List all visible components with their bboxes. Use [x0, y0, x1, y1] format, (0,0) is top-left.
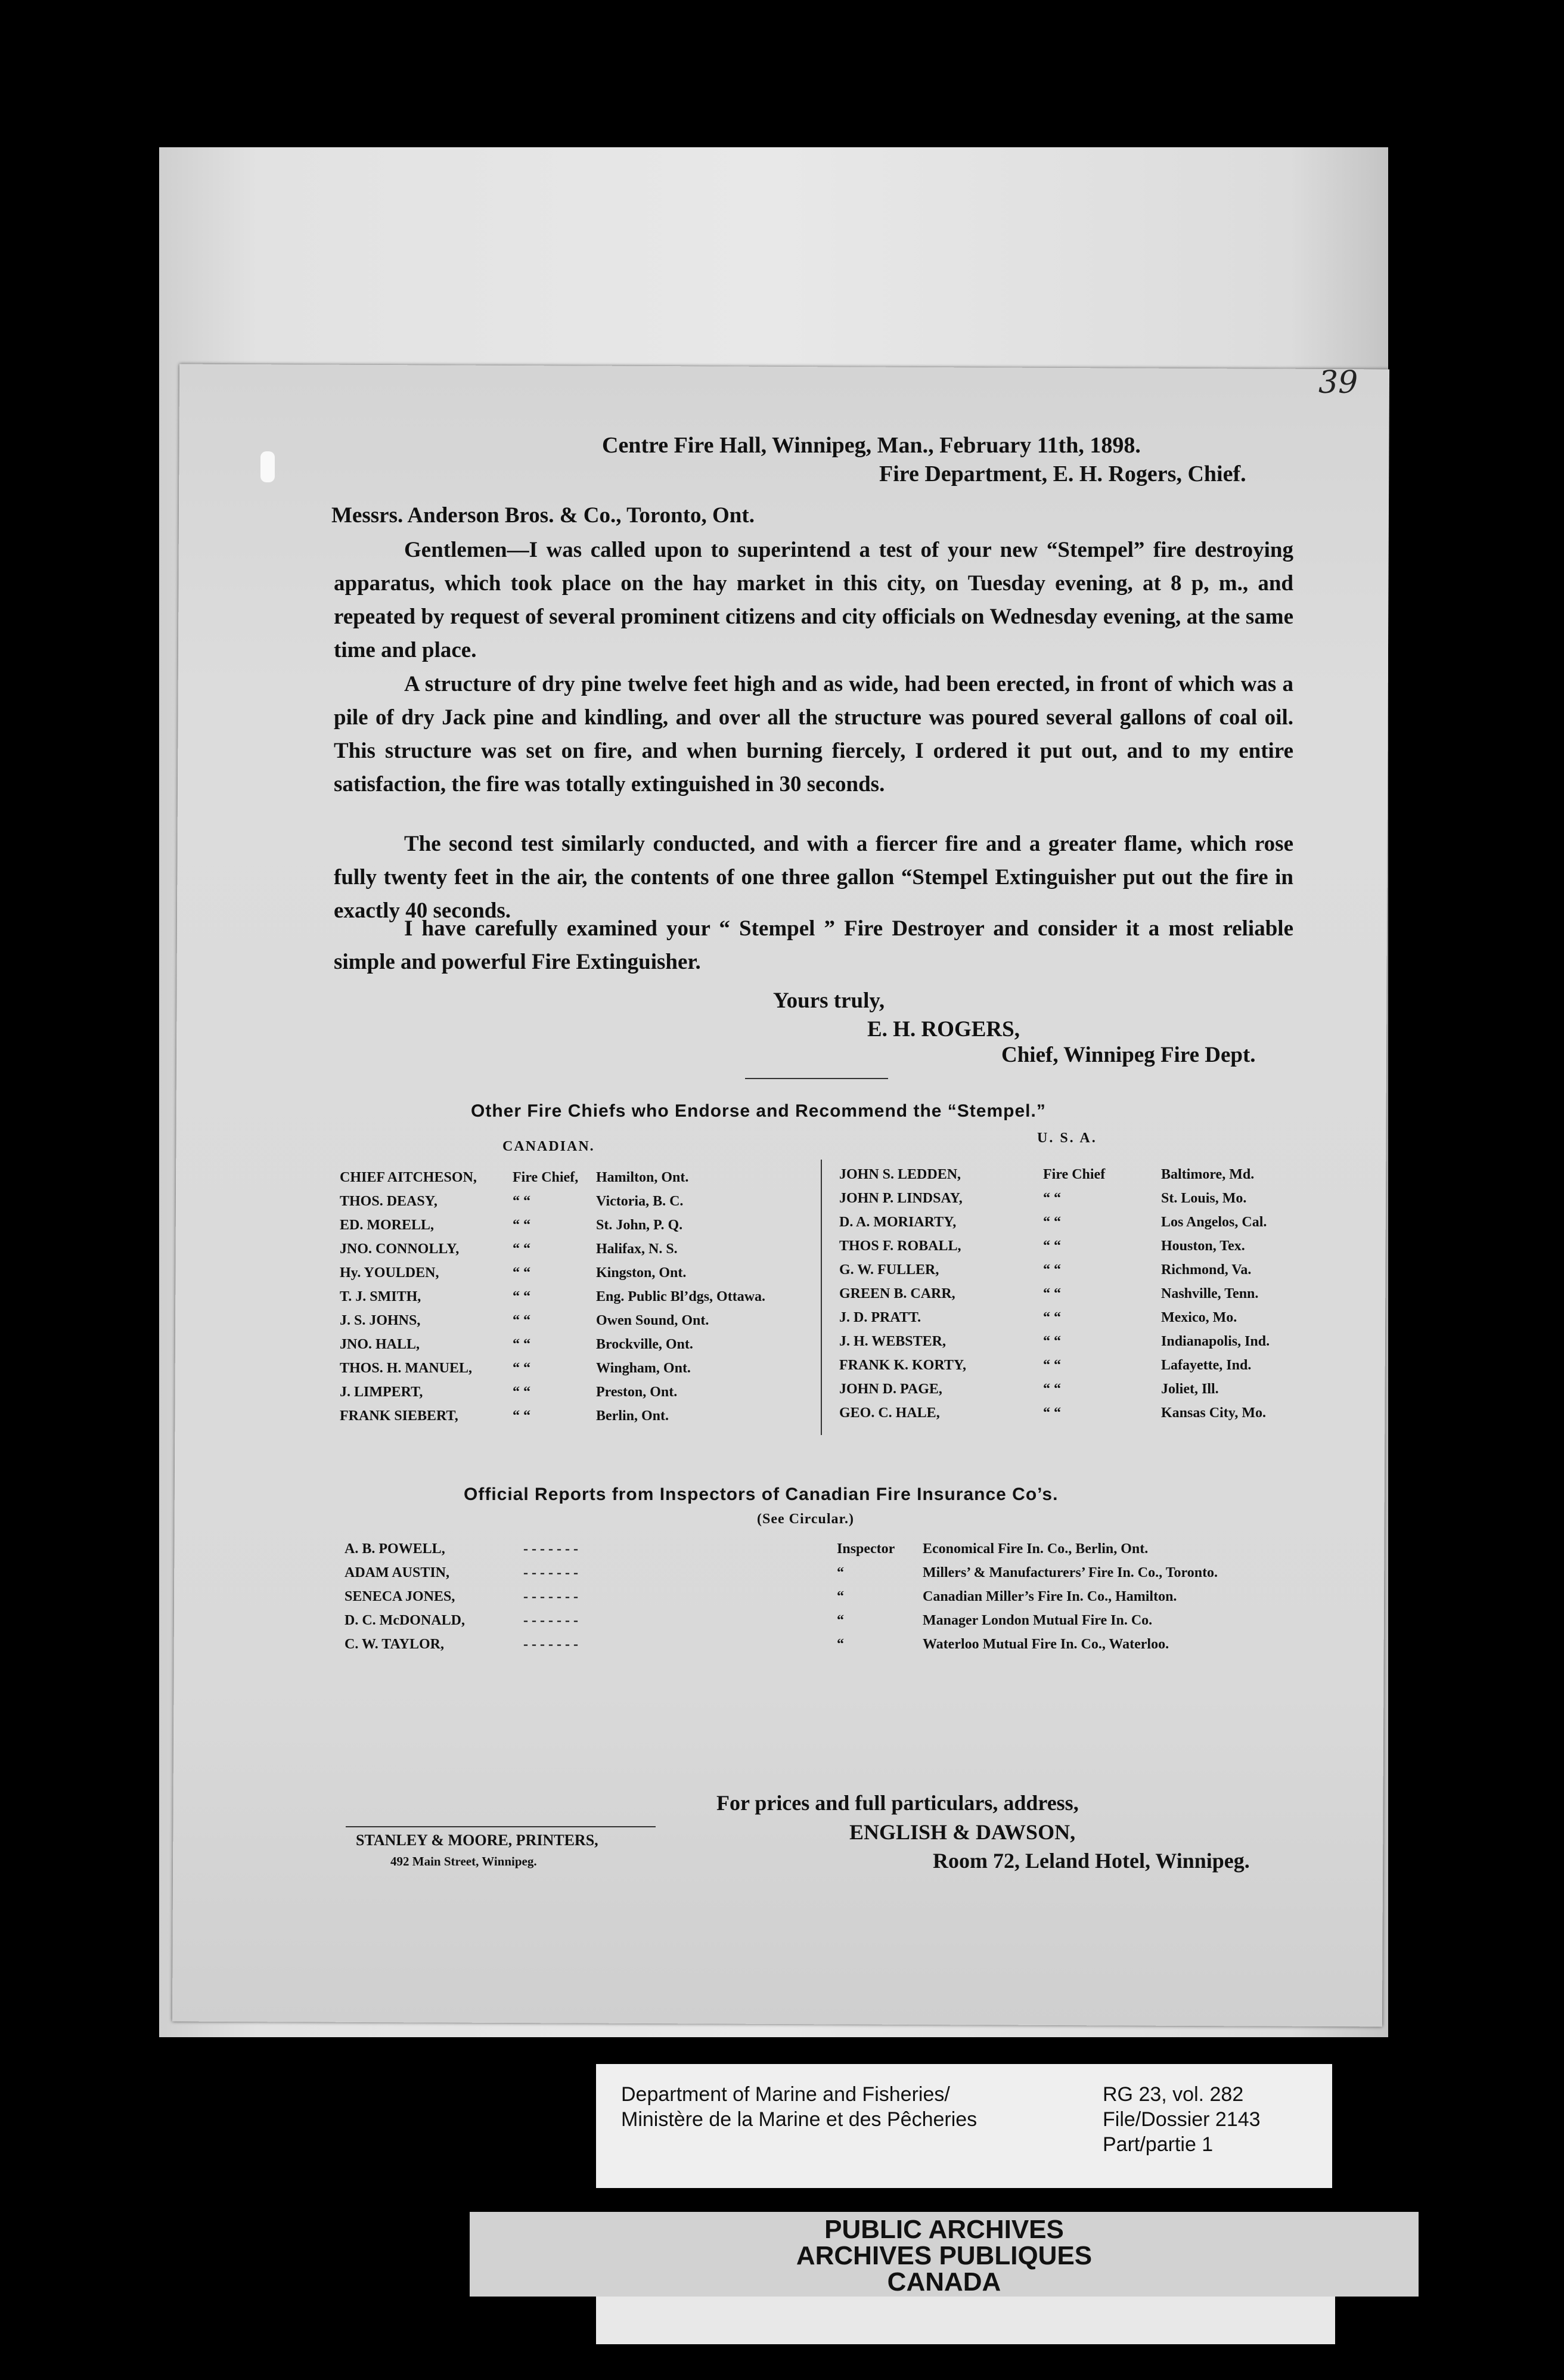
list-item	[839, 1401, 1316, 1425]
inspector-name: D. C. McDONALD,	[345, 1613, 465, 1628]
chief-role: “ “	[513, 1337, 530, 1352]
chief-location: Kingston, Ont.	[596, 1265, 687, 1281]
chief-role: Fire Chief	[1043, 1167, 1106, 1182]
list-item	[340, 1189, 805, 1213]
chief-location: Lafayette, Ind.	[1161, 1358, 1252, 1373]
chief-role: “ “	[1043, 1191, 1061, 1206]
chief-role: “ “	[513, 1313, 530, 1328]
chief-name: THOS. DEASY,	[340, 1194, 437, 1209]
list-item	[340, 1166, 805, 1189]
list-item	[839, 1330, 1316, 1353]
inspectors-subtitle: (See Circular.)	[757, 1511, 854, 1527]
chief-location: Eng. Public Bl’dgs, Ottawa.	[596, 1289, 766, 1304]
chief-name: FRANK K. KORTY,	[839, 1358, 966, 1373]
list-item	[340, 1404, 805, 1428]
signature-name: E. H. ROGERS,	[867, 1017, 1020, 1042]
inspector-company: Manager London Mutual Fire In. Co.	[923, 1613, 1153, 1628]
chief-role: “ “	[513, 1408, 530, 1424]
list-item	[340, 1356, 805, 1380]
list-item	[839, 1377, 1316, 1401]
signature-title: Chief, Winnipeg Fire Dept.	[1001, 1043, 1256, 1067]
archive-ref-file: File/Dossier 2143	[1103, 2108, 1261, 2131]
chief-role: “ “	[513, 1265, 530, 1281]
chief-location: Mexico, Mo.	[1161, 1310, 1237, 1325]
chief-role: “ “	[513, 1384, 530, 1400]
letter-paragraph: I have carefully examined your “ Stempel ” Fire Destroyer and consider it a most reliable simple and powerful Fire Extinguisher.	[334, 916, 1293, 974]
dot-leader: - - - - - - -	[523, 1589, 578, 1604]
chief-location: Owen Sound, Ont.	[596, 1313, 709, 1328]
stamp-line: ARCHIVES PUBLIQUES	[796, 2241, 1093, 2270]
inspector-company: Waterloo Mutual Fire In. Co., Waterloo.	[923, 1637, 1169, 1652]
chief-name: THOS F. ROBALL,	[839, 1238, 961, 1254]
printer-name: STANLEY & MOORE, PRINTERS,	[356, 1832, 598, 1849]
chief-name: J. H. WEBSTER,	[839, 1334, 946, 1349]
inspector-company: Canadian Miller’s Fire In. Co., Hamilton.	[923, 1589, 1177, 1604]
chief-role: Fire Chief,	[513, 1170, 579, 1185]
dot-leader: - - - - - - -	[523, 1541, 578, 1557]
letter-paragraph: The second test similarly conducted, and with a fiercer fire and a greater flame, which rose fully twenty feet in the air, the contents of one three gallon “Stempel Extinguisher put out the fire in exactly 40 seconds.	[334, 832, 1293, 923]
chief-name: JOHN P. LINDSAY,	[839, 1191, 963, 1206]
chief-name: G. W. FULLER,	[839, 1262, 939, 1278]
usa-heading: U. S. A.	[1037, 1130, 1097, 1146]
chief-role: “ “	[1043, 1238, 1061, 1254]
list-item	[345, 1609, 1328, 1632]
inspector-company: Economical Fire In. Co., Berlin, Ont.	[923, 1541, 1149, 1557]
inspector-role: Inspector	[837, 1541, 895, 1557]
chief-name: J. LIMPERT,	[340, 1384, 423, 1400]
inspector-role: “	[837, 1565, 844, 1581]
chief-name: GEO. C. HALE,	[839, 1405, 940, 1421]
letter-dateline: Centre Fire Hall, Winnipeg, Man., February 11th, 1898.	[602, 433, 1141, 458]
list-item	[839, 1282, 1316, 1306]
canadian-heading: CANADIAN.	[502, 1139, 595, 1154]
chief-role: “ “	[513, 1194, 530, 1209]
chief-location: Brockville, Ont.	[596, 1337, 693, 1352]
inspector-name: ADAM AUSTIN,	[345, 1565, 450, 1581]
list-item	[345, 1537, 1328, 1561]
printer-rule	[346, 1826, 656, 1827]
chief-name: FRANK SIEBERT,	[340, 1408, 458, 1424]
chief-name: CHIEF AITCHESON,	[340, 1170, 477, 1185]
chief-location: Richmond, Va.	[1161, 1262, 1252, 1278]
chief-role: “ “	[1043, 1334, 1061, 1349]
letter-paragraph: A structure of dry pine twelve feet high and as wide, had been erected, in front of which was a pile of dry Jack pine and kindling, and over all the structure was poured several gallons of coal oil. This structure was set on fire, and when burning fiercely, I ordered it put out, and to my entire satisfaction, the fire was totally extinguished in 30 seconds.	[334, 672, 1293, 797]
inspector-role: “	[837, 1589, 844, 1604]
inspector-role: “	[837, 1613, 844, 1628]
archive-ref-rg: RG 23, vol. 282	[1103, 2083, 1244, 2106]
chief-role: “ “	[513, 1241, 530, 1257]
divider	[745, 1078, 888, 1079]
chief-role: “ “	[513, 1289, 530, 1304]
inspectors-list	[345, 1537, 1328, 1656]
chief-location: St. Louis, Mo.	[1161, 1191, 1247, 1206]
list-item	[345, 1561, 1328, 1585]
chief-role: “ “	[1043, 1214, 1061, 1230]
endorse-title: Other Fire Chiefs who Endorse and Recommend the “Stempel.”	[471, 1101, 1046, 1121]
chief-name: ED. MORELL,	[340, 1217, 435, 1233]
list-item	[345, 1585, 1328, 1609]
chief-name: J. S. JOHNS,	[340, 1313, 421, 1328]
chief-location: Kansas City, Mo.	[1161, 1405, 1267, 1421]
archives-stamp	[470, 2212, 1419, 2297]
archive-dept-fr: Ministère de la Marine et des Pêcheries	[621, 2108, 978, 2131]
archive-dept-en: Department of Marine and Fisheries/	[621, 2083, 950, 2106]
punch-hole	[260, 451, 275, 482]
list-item	[345, 1632, 1328, 1656]
chief-location: Berlin, Ont.	[596, 1408, 669, 1424]
list-item	[340, 1261, 805, 1285]
chief-location: Preston, Ont.	[596, 1384, 678, 1400]
list-item	[340, 1213, 805, 1237]
chief-location: Wingham, Ont.	[596, 1361, 691, 1376]
canadian-chiefs-list	[340, 1166, 805, 1428]
letter-department: Fire Department, E. H. Rogers, Chief.	[879, 461, 1246, 486]
chief-location: Nashville, Tenn.	[1161, 1286, 1259, 1301]
chief-name: JOHN S. LEDDEN,	[839, 1167, 961, 1182]
contact-line: For prices and full particulars, address,	[716, 1791, 1079, 1815]
chief-name: JNO. HALL,	[340, 1337, 420, 1352]
contact-address: Room 72, Leland Hotel, Winnipeg.	[933, 1849, 1250, 1873]
chief-location: Halifax, N. S.	[596, 1241, 678, 1257]
chief-location: Victoria, B. C.	[596, 1194, 684, 1209]
list-item	[340, 1285, 805, 1309]
chief-role: “ “	[1043, 1358, 1061, 1373]
usa-chiefs-list	[839, 1163, 1316, 1425]
letter-addressee: Messrs. Anderson Bros. & Co., Toronto, Ont.	[331, 503, 755, 528]
letter-paragraph: Gentlemen—I was called upon to superintend a test of your new “Stempel” fire destroying apparatus, which took place on the hay market in this city, on Tuesday evening, at 8 p, m., and repeated by request of several prominent citizens and city officials on Wednesday evening, at the same time and place.	[334, 538, 1293, 662]
chief-location: St. John, P. Q.	[596, 1217, 683, 1233]
chief-name: GREEN B. CARR,	[839, 1286, 955, 1301]
archive-ref-part: Part/partie 1	[1103, 2133, 1214, 2156]
chief-name: J. D. PRATT.	[839, 1310, 921, 1325]
chief-name: D. A. MORIARTY,	[839, 1214, 957, 1230]
chief-name: JOHN D. PAGE,	[839, 1381, 942, 1397]
chief-role: “ “	[513, 1361, 530, 1376]
list-item	[839, 1306, 1316, 1330]
dot-leader: - - - - - - -	[523, 1565, 578, 1581]
chief-role: “ “	[1043, 1381, 1061, 1397]
chief-role: “ “	[1043, 1286, 1061, 1301]
inspector-company: Millers’ & Manufacturers’ Fire In. Co., Toronto.	[923, 1565, 1218, 1581]
inspectors-title: Official Reports from Inspectors of Canadian Fire Insurance Co’s.	[464, 1485, 1059, 1504]
chief-location: Indianapolis, Ind.	[1161, 1334, 1270, 1349]
inspector-name: C. W. TAYLOR,	[345, 1637, 444, 1652]
chief-role: “ “	[1043, 1262, 1061, 1278]
chief-location: Houston, Tex.	[1161, 1238, 1245, 1254]
chief-name: Hy. YOULDEN,	[340, 1265, 439, 1281]
chief-location: Joliet, Ill.	[1161, 1381, 1219, 1397]
signature-closing: Yours truly,	[773, 988, 885, 1013]
inspector-name: SENECA JONES,	[345, 1589, 455, 1604]
dot-leader: - - - - - - -	[523, 1637, 578, 1652]
list-item	[839, 1186, 1316, 1210]
page-number: 39	[1318, 365, 1358, 401]
chief-location: Hamilton, Ont.	[596, 1170, 689, 1185]
list-item	[839, 1163, 1316, 1186]
stamp-lower-strip	[596, 2297, 1335, 2344]
chief-location: Los Angelos, Cal.	[1161, 1214, 1267, 1230]
list-item	[839, 1258, 1316, 1282]
inspector-role: “	[837, 1637, 844, 1652]
chief-location: Baltimore, Md.	[1161, 1167, 1255, 1182]
chief-role: “ “	[513, 1217, 530, 1233]
contact-firm: ENGLISH & DAWSON,	[849, 1820, 1076, 1844]
stamp-line: CANADA	[887, 2267, 1001, 2297]
column-divider	[821, 1160, 822, 1435]
archive-reference-card	[596, 2064, 1332, 2188]
list-item	[340, 1332, 805, 1356]
list-item	[839, 1234, 1316, 1258]
chief-role: “ “	[1043, 1310, 1061, 1325]
printer-address: 492 Main Street, Winnipeg.	[390, 1854, 537, 1868]
chief-name: JNO. CONNOLLY,	[340, 1241, 460, 1257]
chief-name: T. J. SMITH,	[340, 1289, 421, 1304]
stamp-line: PUBLIC ARCHIVES	[824, 2215, 1064, 2244]
list-item	[839, 1210, 1316, 1234]
chief-role: “ “	[1043, 1405, 1061, 1421]
list-item	[340, 1380, 805, 1404]
list-item	[839, 1353, 1316, 1377]
dot-leader: - - - - - - -	[523, 1613, 578, 1628]
inspector-name: A. B. POWELL,	[345, 1541, 445, 1557]
chief-name: THOS. H. MANUEL,	[340, 1361, 473, 1376]
list-item	[340, 1309, 805, 1332]
list-item	[340, 1237, 805, 1261]
